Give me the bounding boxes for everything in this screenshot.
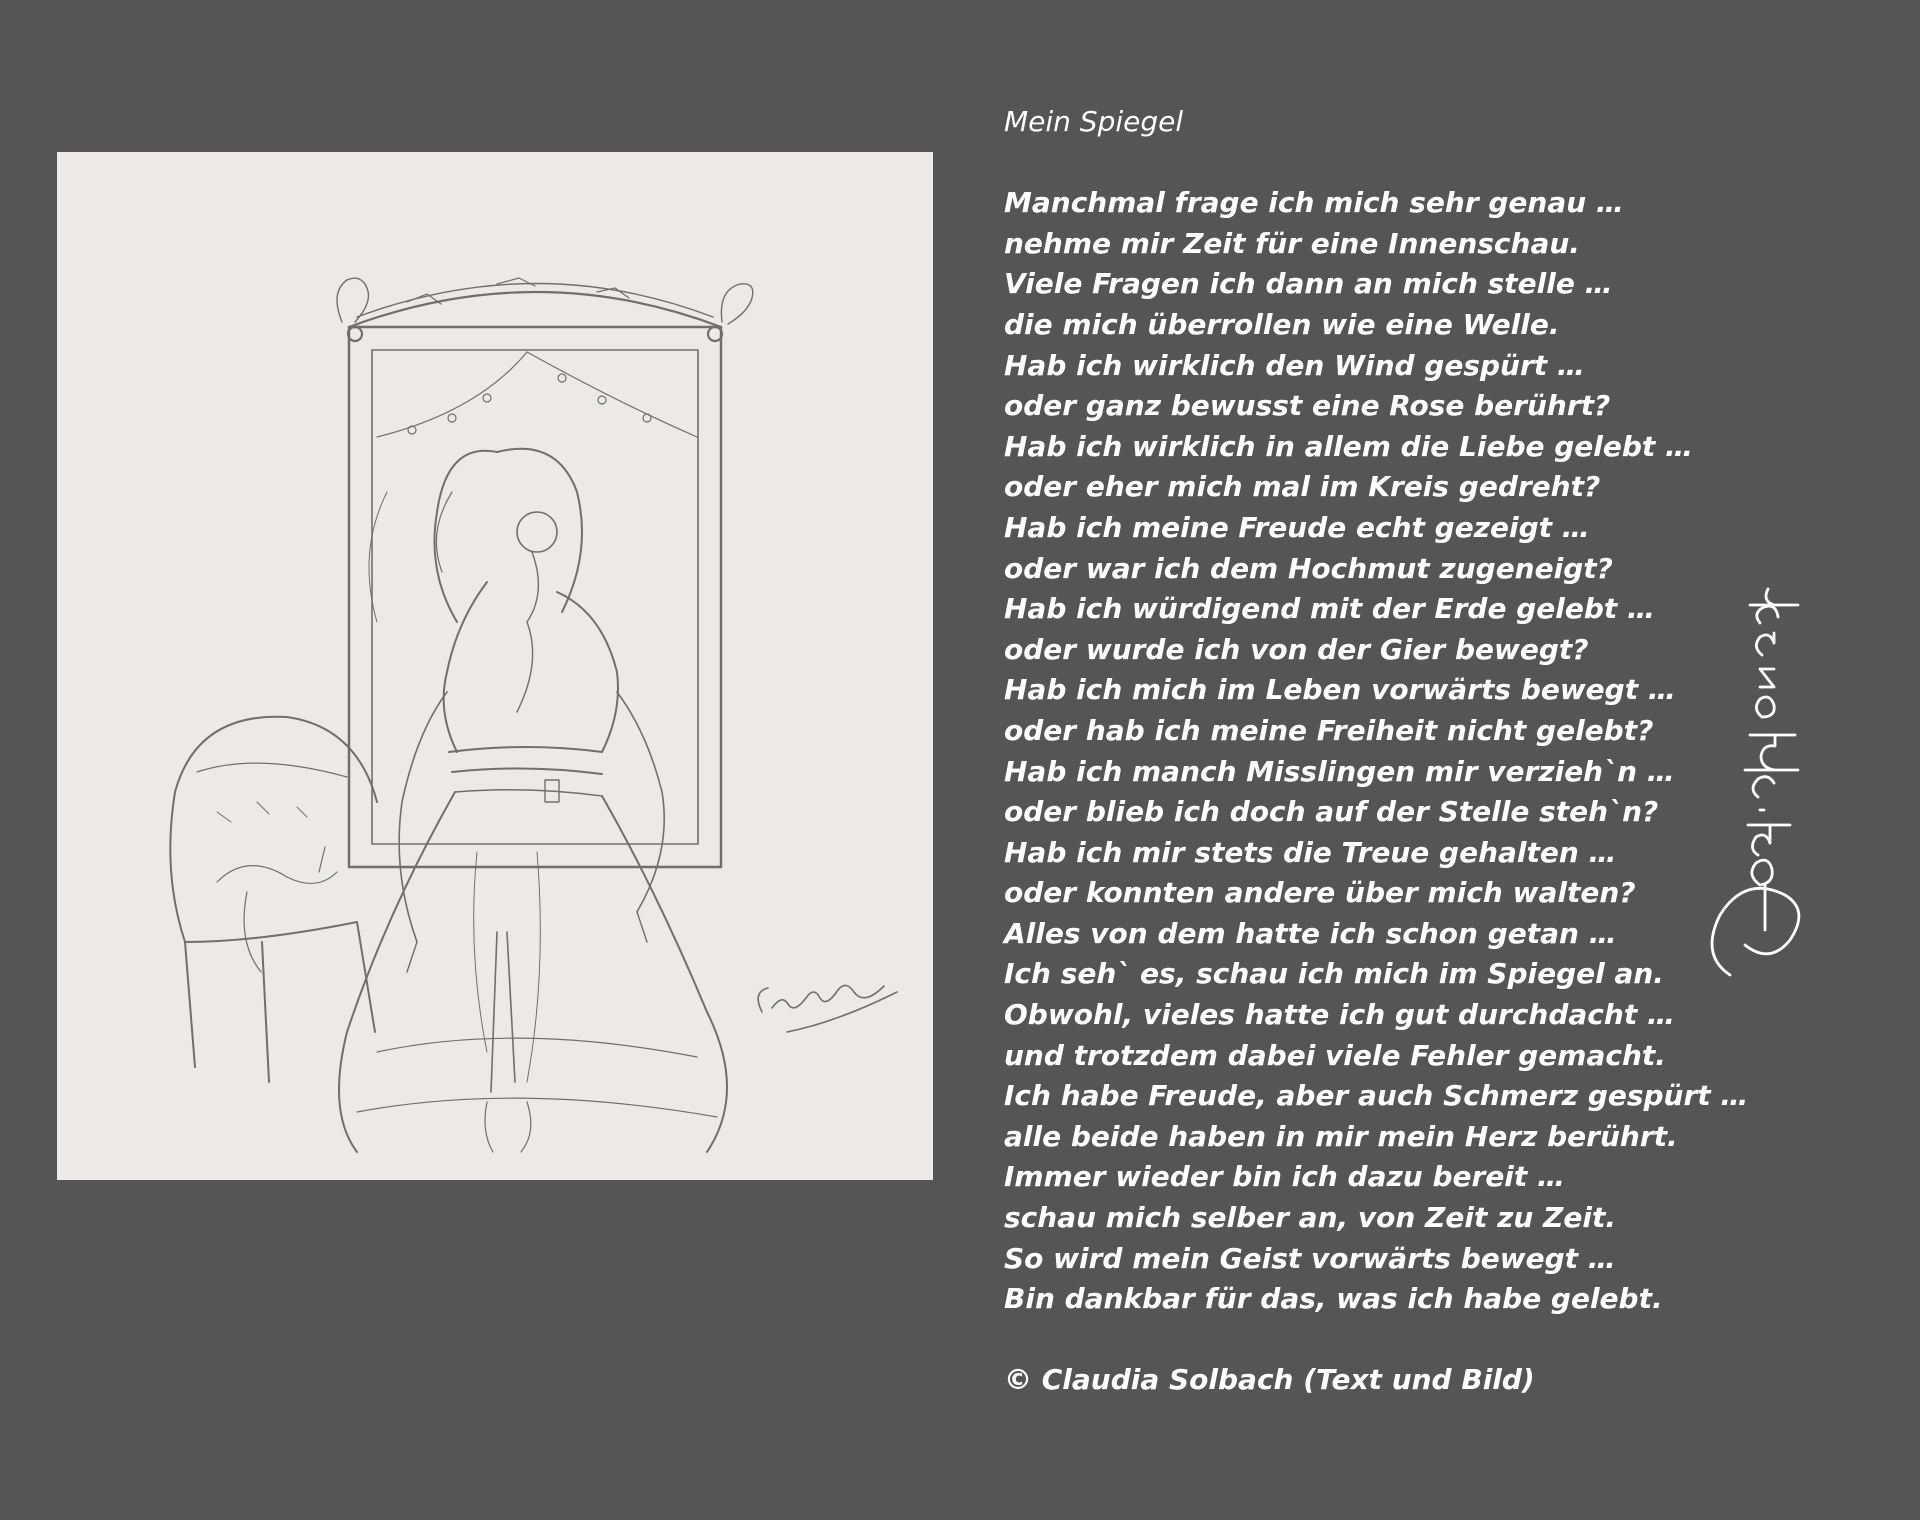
poem-line: Hab ich wirklich den Wind gespürt … bbox=[1004, 348, 1585, 382]
handwritten-logo bbox=[1690, 585, 1830, 985]
poem-line: oder eher mich mal im Kreis gedreht? bbox=[1004, 470, 1601, 504]
poem bbox=[1004, 102, 1749, 1401]
poem-line: Hab ich manch Misslingen mir verzieh`n … bbox=[1004, 754, 1675, 788]
poem-line: alle beide haben in mir mein Herz berührt. bbox=[1004, 1119, 1678, 1153]
poem-line: Immer wieder bin ich dazu bereit … bbox=[1004, 1160, 1566, 1194]
poem-line: die mich überrollen wie eine Welle. bbox=[1004, 307, 1560, 341]
poem-line: Obwohl, vieles hatte ich gut durchdacht … bbox=[1004, 998, 1675, 1032]
poem-line: Manchmal frage ich mich sehr genau … bbox=[1004, 186, 1624, 220]
poem-line: oder ganz bewusst eine Rose berührt? bbox=[1004, 389, 1611, 423]
copyright-notice: © Claudia Solbach (Text und Bild) bbox=[1004, 1363, 1535, 1397]
sketch-drawing bbox=[57, 152, 933, 1180]
poem-line: Ich seh` es, schau ich mich im Spiegel an. bbox=[1004, 957, 1664, 991]
poem-line: Hab ich mir stets die Treue gehalten … bbox=[1004, 835, 1617, 869]
poem-line: schau mich selber an, von Zeit zu Zeit. bbox=[1004, 1201, 1616, 1235]
poem-line: Hab ich wirklich in allem die Liebe gelebt … bbox=[1004, 429, 1694, 463]
stanza-spacer bbox=[1004, 143, 1724, 184]
poem-line: oder hab ich meine Freiheit nicht gelebt? bbox=[1004, 713, 1654, 747]
poem-line: oder war ich dem Hochmut zugeneigt? bbox=[1004, 551, 1613, 585]
poem-line: und trotzdem dabei viele Fehler gemacht. bbox=[1004, 1038, 1666, 1072]
poem-line: oder konnten andere über mich walten? bbox=[1004, 876, 1636, 910]
poem-line: Bin dankbar für das, was ich habe gelebt. bbox=[1004, 1282, 1663, 1316]
poem-line: Hab ich meine Freude echt gezeigt … bbox=[1004, 510, 1590, 544]
pencil-sketch-artwork bbox=[57, 152, 933, 1180]
poem-line: oder wurde ich von der Gier bewegt? bbox=[1004, 632, 1589, 666]
poem-line: Hab ich würdigend mit der Erde gelebt … bbox=[1004, 592, 1656, 626]
poem-line: Hab ich mich im Leben vorwärts bewegt … bbox=[1004, 673, 1676, 707]
poem-line: nehme mir Zeit für eine Innenschau. bbox=[1004, 226, 1580, 260]
poem-line: So wird mein Geist vorwärts bewegt … bbox=[1004, 1241, 1616, 1275]
poem-line: oder blieb ich doch auf der Stelle steh`n? bbox=[1004, 795, 1659, 829]
poem-line: Ich habe Freude, aber auch Schmerz gespürt … bbox=[1004, 1079, 1749, 1113]
poem-title: Mein Spiegel bbox=[1004, 105, 1184, 138]
brand-logo-gedichtezauber bbox=[1690, 585, 1830, 985]
poem-line: Alles von dem hatte ich schon getan … bbox=[1004, 916, 1617, 950]
poem-line: Viele Fragen ich dann an mich stelle … bbox=[1004, 267, 1613, 301]
